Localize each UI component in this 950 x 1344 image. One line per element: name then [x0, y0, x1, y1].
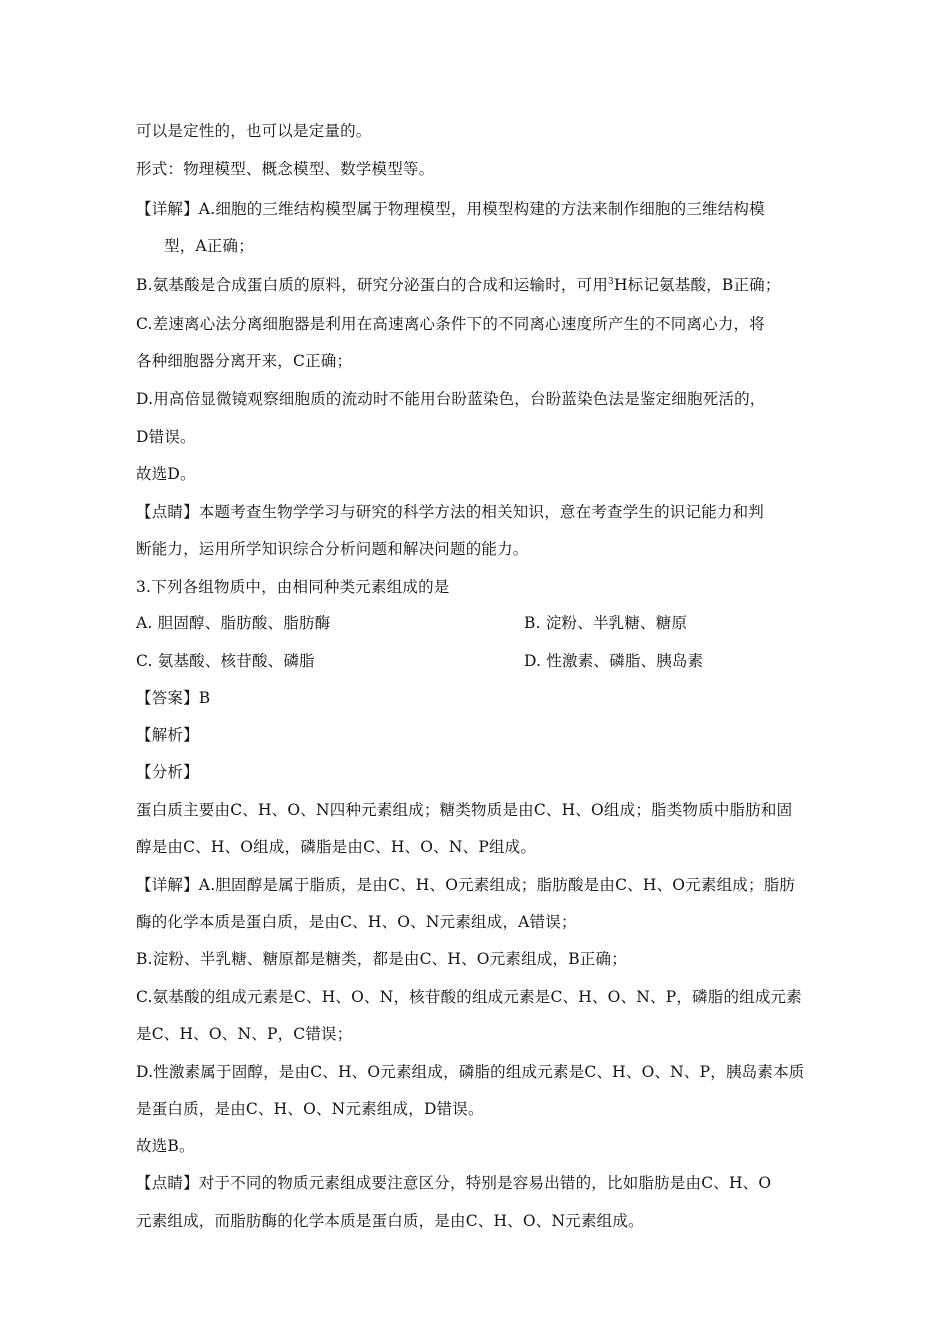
text-line-isotope	[136, 274, 781, 296]
text-line: 【点睛】对于不同的物质元素组成要注意区分，特别是容易出错的，比如脂肪是由C、H、O	[136, 1174, 772, 1192]
text-line: 是C、H、O、N、P，C错误；	[136, 1025, 353, 1043]
option-a: A. 胆固醇、脂肪酸、脂肪酶	[136, 614, 331, 632]
isotope-superscript: 3	[608, 277, 614, 287]
text-line: 【点睛】本题考查生物学学习与研究的科学方法的相关知识，意在考查学生的识记能力和判	[136, 503, 765, 521]
text-line: 型，A正确；	[164, 237, 254, 255]
text-line: D.用高倍显微镜观察细胞质的流动时不能用台盼蓝染色，台盼蓝染色法是鉴定细胞死活的，	[136, 390, 766, 408]
option-c: C. 氨基酸、核苷酸、磷脂	[136, 652, 315, 670]
option-b: B. 淀粉、半乳糖、糖原	[524, 614, 688, 632]
section-heading: 【分析】	[136, 763, 199, 781]
text-line: 【详解】A.胆固醇是属于脂质，是由C、H、O元素组成；脂肪酸是由C、H、O元素组成；脂肪	[136, 876, 796, 894]
text-segment: H标记氨基酸，B正确；	[613, 276, 781, 294]
text-line: C.氨基酸的组成元素是C、H、O、N，核苷酸的组成元素是C、H、O、N、P，磷脂的组成元素	[136, 988, 802, 1006]
text-segment: B.氨基酸是合成蛋白质的原料，研究分泌蛋白的合成和运输时，可用	[136, 276, 609, 294]
text-line: 是蛋白质，是由C、H、O、N元素组成，D错误。	[136, 1100, 484, 1118]
text-line: C.差速离心法分离细胞器是利用在高速离心条件下的不同离心速度所产生的不同离心力，将	[136, 315, 765, 333]
text-line: B.淀粉、半乳糖、糖原都是糖类，都是由C、H、O元素组成，B正确；	[136, 950, 627, 968]
text-line: D.性激素属于固醇，是由C、H、O元素组成，磷脂的组成元素是C、H、O、N、P，胰岛素本质	[136, 1063, 805, 1081]
answer-line: 【答案】B	[136, 689, 211, 707]
section-heading: 【解析】	[136, 726, 199, 744]
text-line: 可以是定性的，也可以是定量的。	[136, 122, 372, 140]
text-line: 【详解】A.细胞的三维结构模型属于物理模型，用模型构建的方法来制作细胞的三维结构模	[136, 200, 765, 218]
text-line: 各种细胞器分离开来，C正确；	[136, 352, 353, 370]
text-line: 酶的化学本质是蛋白质，是由C、H、O、N元素组成，A错误；	[136, 913, 577, 931]
text-line: 蛋白质主要由C、H、O、N四种元素组成；糖类物质是由C、H、O组成；脂类物质中脂肪和固	[136, 801, 793, 819]
option-d: D. 性激素、磷脂、胰岛素	[524, 652, 704, 670]
question-stem: 3.下列各组物质中，由相同种类元素组成的是	[136, 578, 450, 596]
text-line: 断能力，运用所学知识综合分析问题和解决问题的能力。	[136, 540, 529, 558]
text-line: 元素组成，而脂肪酶的化学本质是蛋白质，是由C、H、O、N元素组成。	[136, 1212, 644, 1230]
text-line: 故选B。	[136, 1137, 195, 1155]
text-line: 故选D。	[136, 465, 196, 483]
text-line: 形式：物理模型、概念模型、数学模型等。	[136, 160, 435, 178]
text-line: 醇是由C、H、O组成，磷脂是由C、H、O、N、P组成。	[136, 838, 537, 856]
text-line: D错误。	[136, 428, 196, 446]
